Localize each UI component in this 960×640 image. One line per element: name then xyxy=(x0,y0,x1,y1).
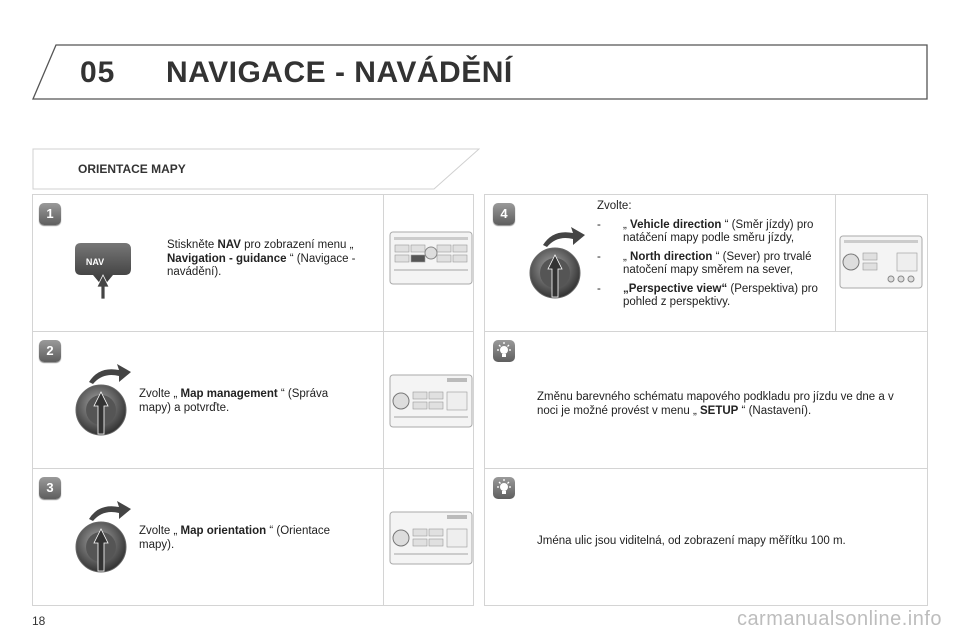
step-4-intro: Zvolte: xyxy=(597,200,632,212)
step-4-text xyxy=(597,200,823,310)
step-3 xyxy=(33,469,473,606)
tip-2-text: Jména ulic jsou viditelná, od zobrazení mapy měřítku 100 m. xyxy=(537,535,846,547)
rotate-arrow-icon xyxy=(89,364,131,384)
chapter-title: NAVIGACE - NAVÁDĚNÍ xyxy=(166,56,513,89)
step-2 xyxy=(33,332,473,469)
step-number-badge: 2 xyxy=(39,340,61,362)
rotary-knob-icon xyxy=(71,360,145,442)
nav-key-icon xyxy=(73,237,135,301)
cell-divider xyxy=(835,195,836,332)
section-title: ORIENTACE MAPY xyxy=(78,162,186,176)
watermark: carmanualsonline.info xyxy=(736,608,942,630)
page-number: 18 xyxy=(32,614,46,628)
step-2-text: Zvolte „ Map management “ (Správa mapy) a potvrďte. xyxy=(139,388,329,414)
rotate-arrow-icon xyxy=(543,227,585,247)
step-3-text: Zvolte „ Map orientation “ (Orientace mapy). xyxy=(139,525,331,551)
radio-unit-icon xyxy=(389,511,473,565)
chapter-number: 05 xyxy=(80,56,116,89)
rotary-knob-icon xyxy=(525,223,599,305)
step-1-text: Stiskněte NAV pro zobrazení menu „ Navigation - guidance “ (Navigace - navádění). xyxy=(167,239,356,278)
cell-divider xyxy=(383,195,384,332)
step-number-badge: 3 xyxy=(39,477,61,499)
left-steps-panel xyxy=(32,194,474,606)
tip-color-scheme xyxy=(485,332,927,469)
svg-text:NAV: NAV xyxy=(85,257,105,267)
radio-unit-icon xyxy=(389,374,473,428)
right-steps-panel xyxy=(484,194,928,606)
step-4 xyxy=(485,195,927,332)
cell-divider xyxy=(383,469,384,605)
step-number-badge: 4 xyxy=(493,203,515,225)
option-vehicle-direction: - „ Vehicle direction “ (Směr jízdy) pro natáčení mapy podle směru jízdy, xyxy=(597,218,814,244)
lightbulb-icon xyxy=(493,477,515,499)
step-number-badge: 1 xyxy=(39,203,61,225)
option-north-direction: - „ North direction “ (Sever) pro trvalé natočení mapy směrem na sever, xyxy=(597,250,812,276)
option-perspective-view: - „Perspective view“ (Perspektiva) pro pohled z perspektivy. xyxy=(597,282,818,308)
rotary-knob-icon xyxy=(71,497,145,579)
rotate-arrow-icon xyxy=(89,501,131,521)
radio-unit-icon xyxy=(389,231,473,285)
tip-1-text: Změnu barevného schématu mapového podkladu pro jízdu ve dne a v noci je možné provést v menu „ SETUP “ (Nastavení). xyxy=(537,391,894,417)
tip-street-names xyxy=(485,469,927,606)
radio-unit-icon xyxy=(839,235,923,289)
lightbulb-icon xyxy=(493,340,515,362)
step-1 xyxy=(33,195,473,332)
chapter-header xyxy=(32,44,928,100)
cell-divider xyxy=(383,332,384,469)
